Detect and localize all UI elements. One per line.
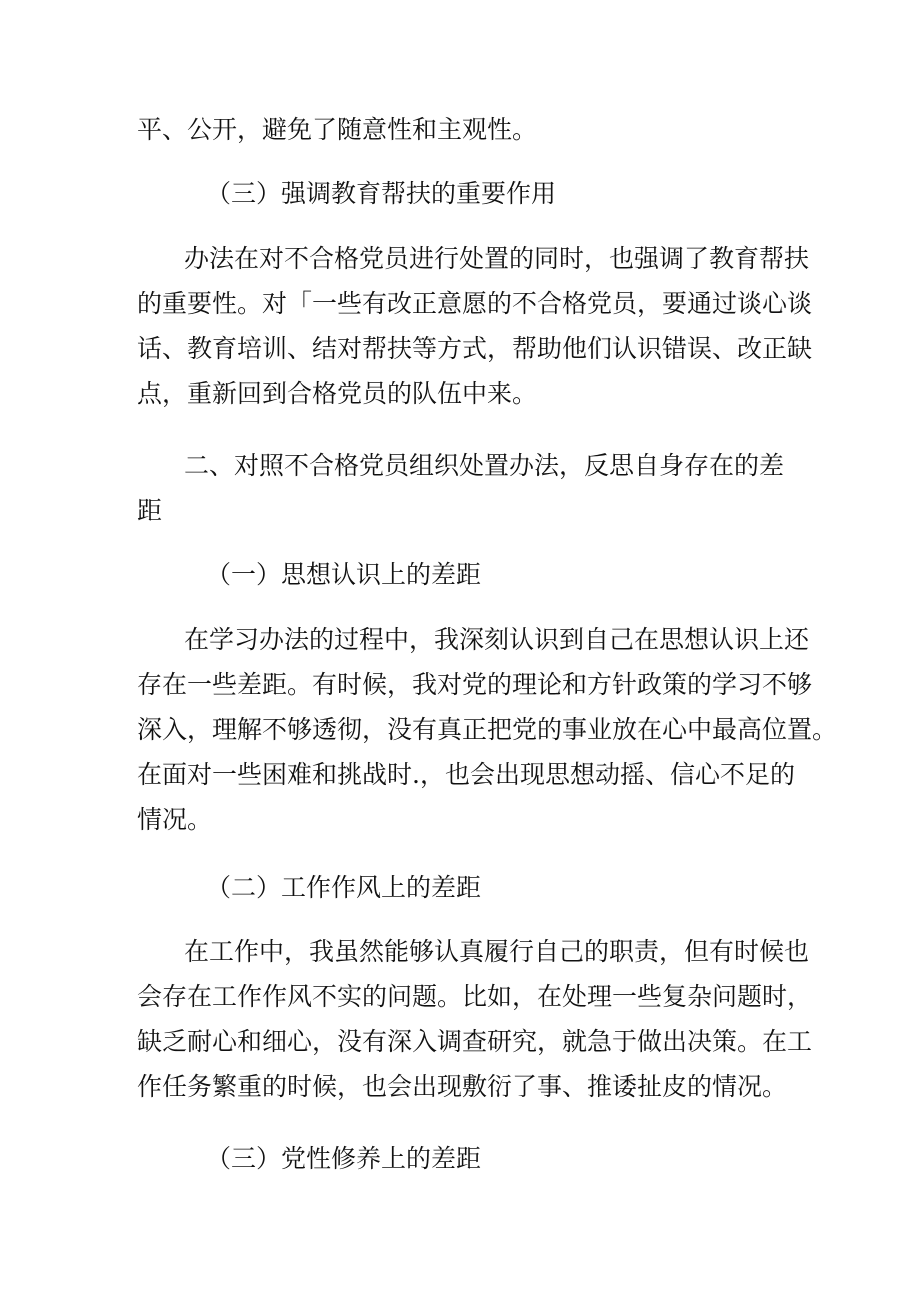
section-heading-line: 二、对照不合格党员组织处置办法，反思自身存在的差 (184, 451, 785, 480)
paragraph-line: 会存在工作作风不实的问题。比如，在处理一些复杂问题时， (137, 982, 813, 1011)
paragraph-line: 缺乏耐心和细心，没有深入调查研究，就急于做出决策。在工 (137, 1027, 813, 1056)
paragraph-line: 点，重新回到合格党员的队伍中来。 (137, 379, 538, 408)
subheading-party-spirit-gap: （三）党性修养上的差距 (206, 1144, 482, 1173)
paragraph-line: 在学习办法的过程中，我深刻认识到自己在思想认识上还 (184, 625, 810, 654)
paragraph-continuation-line: 平、公开，避免了随意性和主观性。 (137, 115, 538, 144)
paragraph-line: 深入，理解不够透彻，没有真正把党的事业放在心中最高位置。 (137, 715, 838, 744)
paragraph-line: 办法在对不合格党员进行处置的同时，也强调了教育帮扶 (184, 244, 810, 273)
paragraph-line: 情况。 (137, 805, 213, 834)
subheading-work-style-gap: （二）工作作风上的差距 (206, 873, 482, 902)
paragraph-line: 在面对一些困难和挑战时.，也会出现思想动摇、信心不足的 (137, 760, 795, 789)
paragraph-line: 在工作中，我虽然能够认真履行自己的职责，但有时候也 (184, 937, 810, 966)
paragraph-line: 作任务繁重的时候，也会出现敷衍了事、推诿扯皮的情况。 (137, 1072, 788, 1101)
subheading-emphasize-education: （三）强调教育帮扶的重要作用 (206, 179, 557, 208)
subheading-ideological-gap: （一）思想认识上的差距 (206, 560, 482, 589)
paragraph-line: 存在一些差距。有时候，我对党的理论和方针政策的学习不够 (137, 670, 813, 699)
paragraph-line: 话、教育培训、结对帮扶等方式，帮助他们认识错误、改正缺 (137, 334, 813, 363)
section-heading-line: 距 (137, 496, 163, 525)
paragraph-line: 的重要性。对「一些有改正意愿的不合格党员，要通过谈心谈 (137, 289, 813, 318)
